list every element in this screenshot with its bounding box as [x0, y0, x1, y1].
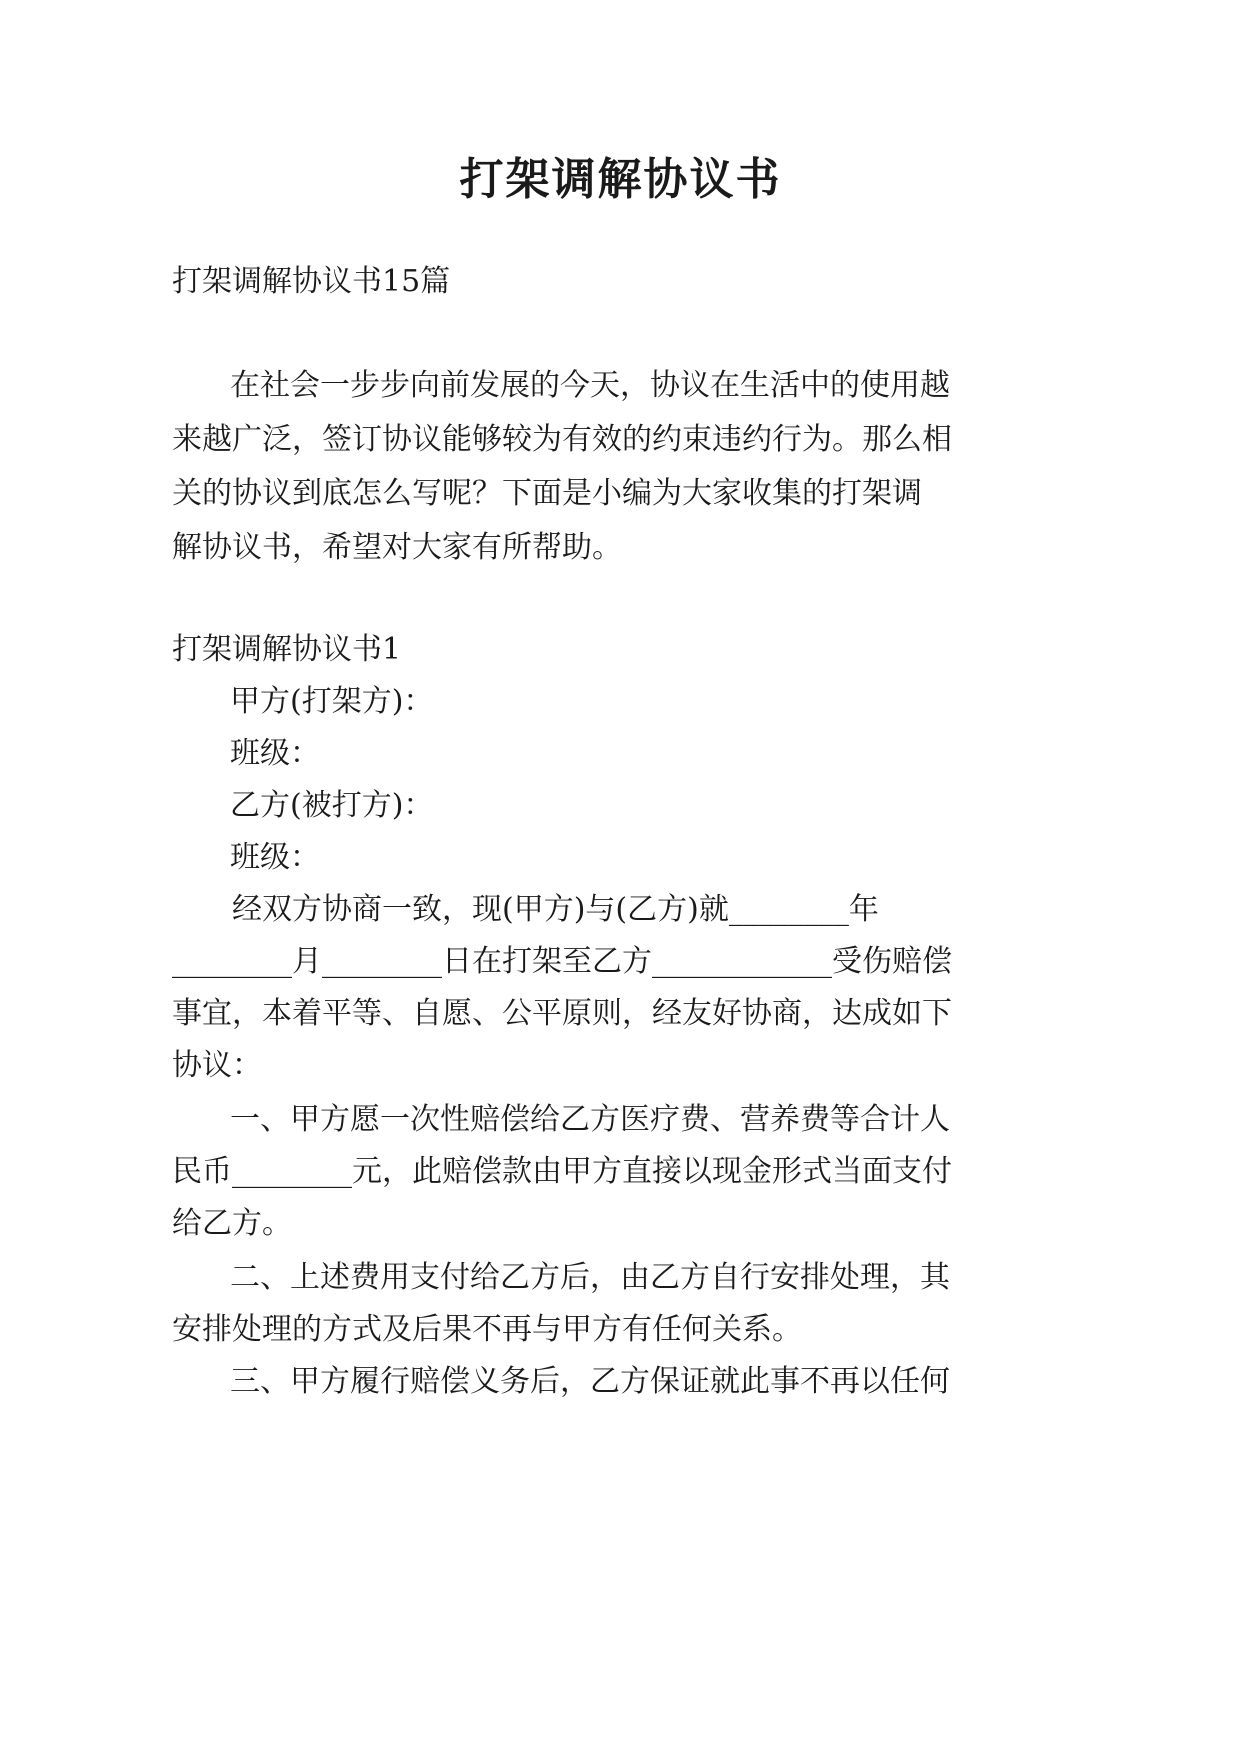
document-title: 打架调解协议书	[459, 154, 782, 205]
document-page: 打架调解协议书 打架调解协议书15篇 在社会一步步向前发展的今天，协议在生活中的使用越 来越广泛，签订协议能够较为有效的约束违约行为。那么相 关的协议到底怎么写呢？下面是小编为大家收集的打架调 解协议书，希望对大家有所帮助。 打架调解协议书1 甲方(打架方)： 班级： 乙方(被打方)： 班级： 经双方协商一致，现(甲方)与(乙方)就________年 ________月________日在打架至乙方____________受伤赔偿 事宜，本着平等、自愿、公平原则，经友好协商，达成如下 协议： 一、甲方愿一次性赔偿给乙方医疗费、营养费等合计人 民币________元，此赔偿款由甲方直接以现金形式当面支付 给乙方。 二、上述费用支付给乙方后，由乙方自行安排处理，其 安排处理的方式及后果不再与甲方有任何关系。 三、甲方履行赔偿义务后，乙方保证就此事不再以任何	[0, 0, 1241, 1754]
